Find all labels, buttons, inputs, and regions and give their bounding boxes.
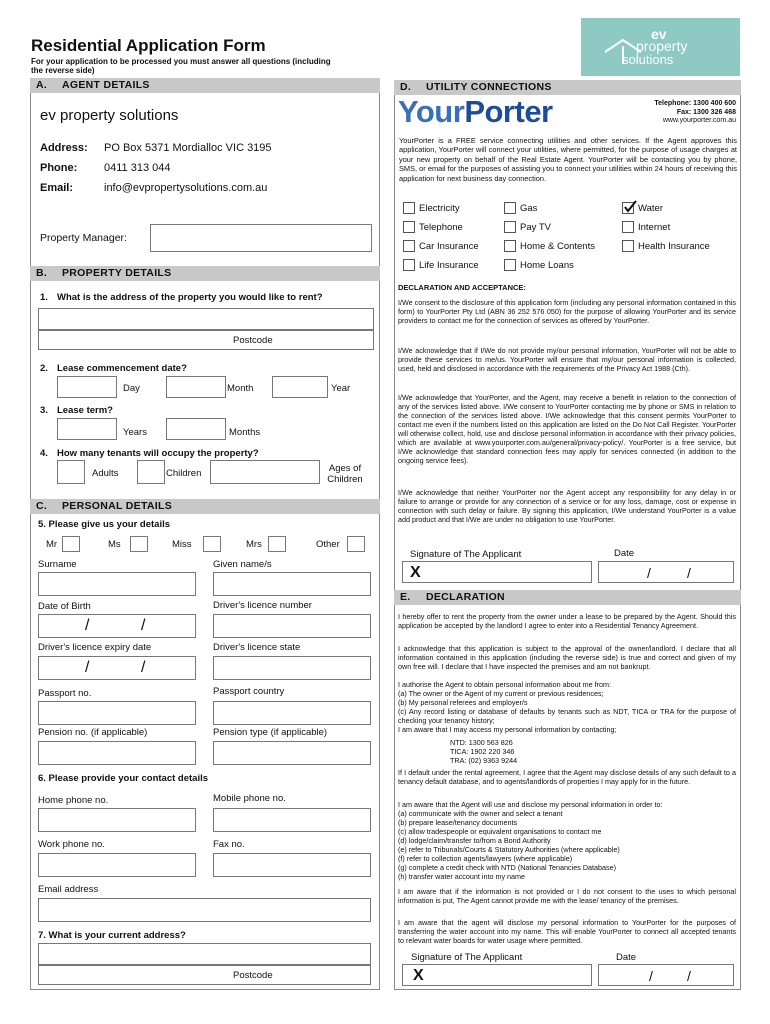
section-a-letter: A. <box>36 79 48 91</box>
date-label-e: Date <box>616 952 637 963</box>
agent-use-line: I am aware that the Agent will use and disclose my personal information in order to: <box>398 800 663 809</box>
title-ms-label: Ms <box>108 539 121 550</box>
q6-label: 6. Please provide your contact details <box>38 773 209 784</box>
surname-input[interactable] <box>38 572 196 596</box>
agent-use-line: (h) transfer water account into my name <box>398 872 526 881</box>
mobile-phone-label: Mobile phone no. <box>213 793 286 804</box>
licence-state-label: Driver's licence state <box>213 642 301 653</box>
lease-year-input[interactable] <box>272 376 328 398</box>
agent-use-line: (g) complete a credit check with NTD (National Tenancies Database) <box>398 863 616 872</box>
expiry-slash-1: / <box>85 659 90 676</box>
checkmark-icon <box>623 200 637 214</box>
property-manager-input[interactable] <box>150 224 372 252</box>
contact-tica: TICA: 1902 220 346 <box>450 747 515 756</box>
title-mrs-label: Mrs <box>246 539 262 550</box>
home-contents-checkbox[interactable] <box>504 240 516 252</box>
form-subtitle: For your application to be processed you must answer all questions (including the reverse side) <box>31 57 331 75</box>
water-label: Water <box>638 203 663 214</box>
email-label: Email: <box>40 182 74 194</box>
passport-number-input[interactable] <box>38 701 196 725</box>
signature-x-mark-d: X <box>410 564 421 581</box>
adults-label: Adults <box>92 468 119 479</box>
section-b-header <box>30 266 380 281</box>
property-postcode-label: Postcode <box>233 335 273 346</box>
consent-paragraph-3: I/We acknowledge that YourPorter, and the Agent, may receive a benefit in relation to the connection of any of the services listed above. I/We consent to YourPorter contacting me by phone or SMS in relation to the connection of the services listed above. I/We acknowledge that this consent permits YourPorter to contact me even if the numbers listed on this application are listed on the Do Not Call Register. YourPorter will otherwise collect, hold, use and disclose personal information in accordance with their privacy policies, which are available at www.yourporter.com.au/general/privacy-policy/. YourPorter is a free service, but I/We acknowledge that standard connection fees may apply for services connected (in addition to the ongoing service fees). <box>398 393 736 465</box>
signature-field-d[interactable] <box>402 561 592 583</box>
consent-paragraph-4: I/We acknowledge that neither YourPorter nor the Agent accept any responsibility for any delay in or failure to arrange or provide for any connection of a service or for any loss, damage, cost or expense in connection with such delay or failure. By signing this application, I/We understand YourPorter is a value add product and that I/We are under no obligation to use YourPorter. <box>398 488 736 524</box>
work-phone-input[interactable] <box>38 853 196 877</box>
telephone-checkbox[interactable] <box>403 221 415 233</box>
date-slash-e-2: / <box>687 968 691 984</box>
yourporter-fax: Fax: 1300 326 468 <box>676 108 736 116</box>
consent-paragraph-1: I/We consent to the disclosure of this application form (including any personal information contained in this form) to YourPorter Pty Ltd (ABN 36 252 576 050) for the purpose of allowing YourPorter and its service providers to contact me for the connection of services as offered by YourPorter. <box>398 298 736 325</box>
section-a-title: AGENT DETAILS <box>62 79 150 91</box>
lease-month-input[interactable] <box>166 376 226 398</box>
title-mr-label: Mr <box>46 539 58 550</box>
q4-number: 4. <box>40 448 48 459</box>
property-manager-label: Property Manager: <box>40 232 127 244</box>
agency-name: ev property solutions <box>40 107 179 124</box>
agent-use-line: (a) communicate with the owner and select a tenant <box>398 809 563 818</box>
address-label: Address: <box>40 142 88 154</box>
years-label: Years <box>123 427 147 438</box>
q2-number: 2. <box>40 363 48 374</box>
authorisation-line: (a) The owner or the Agent of my current or previous residences; <box>398 689 604 698</box>
section-e-letter: E. <box>400 591 411 603</box>
title-mrs-checkbox[interactable] <box>268 536 286 552</box>
email-address-label: Email address <box>38 884 99 895</box>
section-b-title: PROPERTY DETAILS <box>62 267 172 279</box>
q7-label: 7. What is your current address? <box>38 930 186 941</box>
title-mr-checkbox[interactable] <box>62 536 80 552</box>
passport-country-label: Passport country <box>213 686 285 697</box>
pay-tv-checkbox[interactable] <box>504 221 516 233</box>
yourporter-logo <box>398 94 553 130</box>
authorisation-line: (b) My personal referees and employer/s <box>398 698 528 707</box>
database-contacts <box>450 738 650 765</box>
mobile-phone-input[interactable] <box>213 808 371 832</box>
q3-number: 3. <box>40 405 48 416</box>
declaration-paragraph-1: I hereby offer to rent the property from the owner under a lease to be prepared by the Agent. Should this application be accepted by the landlord I agree to enter into a Residential Tenancy Agreement. <box>398 612 736 630</box>
pension-type-input[interactable] <box>213 741 371 765</box>
licence-number-label: Driver's licence number <box>213 600 312 611</box>
declaration-acceptance-heading: DECLARATION AND ACCEPTANCE: <box>398 283 526 292</box>
date-field-e[interactable] <box>598 964 734 986</box>
title-ms-checkbox[interactable] <box>130 536 148 552</box>
signature-label-d: Signature of The Applicant <box>410 549 522 560</box>
expiry-slash-2: / <box>141 659 146 676</box>
email-address-input[interactable] <box>38 898 371 922</box>
title-miss-checkbox[interactable] <box>203 536 221 552</box>
agent-use-line: (c) allow tradespeople or equivalent organisations to contact me <box>398 827 602 836</box>
lease-day-input[interactable] <box>57 376 117 398</box>
children-ages-input[interactable] <box>210 460 320 484</box>
date-field-d[interactable] <box>598 561 734 583</box>
lease-term-months-input[interactable] <box>166 418 226 440</box>
car-insurance-label: Car Insurance <box>419 241 479 252</box>
declaration-paragraph-2: I acknowledge that this application is subject to the approval of the owner/landlord. I declare that all information contained in this application (including the reverse side) is true and correct and given of my own free will. I declare that I have inspected the premises and am not bankrupt. <box>398 644 736 671</box>
licence-number-input[interactable] <box>213 614 371 638</box>
fax-label: Fax no. <box>213 839 245 850</box>
gas-checkbox[interactable] <box>504 202 516 214</box>
internet-checkbox[interactable] <box>622 221 634 233</box>
electricity-label: Electricity <box>419 203 460 214</box>
licence-state-input[interactable] <box>213 656 371 680</box>
yourporter-contact <box>600 100 736 126</box>
q1-label: What is the address of the property you would like to rent? <box>57 292 323 303</box>
contact-tra: TRA: (02) 9363 9244 <box>450 756 518 765</box>
signature-field-e[interactable] <box>402 964 592 986</box>
agent-use-line: (f) refer to collection agents/lawyers (where applicable) <box>398 854 573 863</box>
passport-number-label: Passport no. <box>38 688 92 699</box>
ages-label-line-2: Children <box>327 474 363 485</box>
logo-line-1: ev <box>651 26 667 42</box>
dob-input[interactable] <box>38 614 196 638</box>
section-c-letter: C. <box>36 500 48 512</box>
section-b-letter: B. <box>36 267 48 279</box>
year-label: Year <box>331 383 351 394</box>
title-miss-label: Miss <box>172 539 192 550</box>
given-names-input[interactable] <box>213 572 371 596</box>
date-label-d: Date <box>614 548 635 559</box>
company-logo <box>581 18 740 76</box>
q2-label: Lease commencement date? <box>57 363 187 374</box>
agent-use-line: (b) prepare lease/tenancy documents <box>398 818 518 827</box>
months-label: Months <box>229 427 261 438</box>
q3-label: Lease term? <box>57 405 113 416</box>
dob-label: Date of Birth <box>38 601 91 612</box>
email-value: info@evpropertysolutions.com.au <box>104 182 268 194</box>
q1-number: 1. <box>40 292 48 303</box>
yourporter-website: www.yourporter.com.au <box>662 117 736 124</box>
consent-paragraph-2: I/We acknowledge that if I/We do not provide my/our personal information, YourPorter will not be able to provide these services to me/us. YourPorter will ensure that my/our personal information is collected, used, held and disclosed in accordance with the requirements of the Privacy Act 1988 (Cth). <box>398 346 736 373</box>
current-address-input[interactable] <box>38 943 371 965</box>
section-c-title: PERSONAL DETAILS <box>62 500 173 512</box>
logo-line-3: solutions <box>622 52 674 67</box>
month-label: Month <box>227 383 254 394</box>
fax-input[interactable] <box>213 853 371 877</box>
lease-term-years-input[interactable] <box>57 418 117 440</box>
day-label: Day <box>123 383 140 394</box>
yourporter-logo-part-2: Porter <box>464 94 553 129</box>
life-insurance-label: Life Insurance <box>419 260 479 271</box>
authorisation-line: I am aware that I may access my personal information by contacting; <box>398 725 617 734</box>
declaration-paragraph-water: I am aware that the agent will disclose my personal information to YourPorter for the purposes of transferring the water account into my name. This will enable YourPorter to connect all accepted tenants to relevant water boards for water usage where permitted. <box>398 918 736 945</box>
life-insurance-checkbox[interactable] <box>403 259 415 271</box>
internet-label: Internet <box>638 222 671 233</box>
agent-use-line: (d) lodge/claim/transfer to/from a Bond Authority <box>398 836 551 845</box>
home-loans-label: Home Loans <box>520 260 574 271</box>
section-d-title: UTILITY CONNECTIONS <box>426 81 552 93</box>
gas-label: Gas <box>520 203 538 214</box>
section-d-header <box>394 80 741 95</box>
children-count-input[interactable] <box>137 460 165 484</box>
licence-expiry-input[interactable] <box>38 656 196 680</box>
surname-label: Surname <box>38 559 77 570</box>
health-insurance-label: Health Insurance <box>638 241 710 252</box>
dob-slash-1: / <box>85 617 90 634</box>
title-other-checkbox[interactable] <box>347 536 365 552</box>
property-address-input[interactable] <box>38 308 374 330</box>
telephone-label: Telephone <box>419 222 463 233</box>
pay-tv-label: Pay TV <box>520 222 551 233</box>
signature-x-mark-e: X <box>413 967 424 984</box>
q4-label: How many tenants will occupy the property? <box>57 448 259 459</box>
adults-count-input[interactable] <box>57 460 85 484</box>
date-slash-d-1: / <box>647 565 651 581</box>
signature-label-e: Signature of The Applicant <box>411 952 523 963</box>
contact-ntd: NTD: 1300 563 826 <box>450 738 513 747</box>
authorisation-list <box>398 680 736 734</box>
property-postcode-row[interactable] <box>38 330 374 350</box>
home-contents-label: Home & Contents <box>520 241 595 252</box>
section-a-header <box>30 78 380 93</box>
home-loans-checkbox[interactable] <box>504 259 516 271</box>
dob-slash-2: / <box>141 617 146 634</box>
home-phone-label: Home phone no. <box>38 795 109 806</box>
pension-number-input[interactable] <box>38 741 196 765</box>
health-insurance-checkbox[interactable] <box>622 240 634 252</box>
agent-use-line: (e) refer to Tribunals/Courts & Statutory Authorities (where applicable) <box>398 845 620 854</box>
declaration-paragraph-consent: I am aware that if the information is not provided or I do not consent to the uses to which personal information is put, The Agent cannot provide me with the lease/ tenancy of the premises. <box>398 887 736 905</box>
pension-type-label: Pension type (if applicable) <box>213 727 328 738</box>
current-postcode-label: Postcode <box>233 970 273 981</box>
form-title: Residential Application Form <box>31 36 266 55</box>
address-value: PO Box 5371 Mordialloc VIC 3195 <box>104 142 272 154</box>
ages-of-children-label <box>325 463 365 485</box>
current-postcode-row[interactable] <box>38 965 371 985</box>
title-other-label: Other <box>316 539 340 550</box>
authorisation-line: I authorise the Agent to obtain personal information about me from: <box>398 680 611 689</box>
yourporter-intro: YourPorter is a FREE service connecting utilities and other services. If the Agent approves this application, YourPorter will connect your utilities, where permitted, for the purpose of usage charges at your new property on behalf of the Real Estate Agent. YourPorter will be contacting you by phone, SMS, or email for the purposes of assisting you to connect your utilities within 24 hours of receiving this application for next business day connection. <box>399 136 737 183</box>
children-label: Children <box>166 468 202 479</box>
ages-label-line-1: Ages of <box>328 463 362 474</box>
work-phone-label: Work phone no. <box>38 839 105 850</box>
section-e-header <box>394 590 741 605</box>
logo-line-2: property <box>636 38 688 54</box>
electricity-checkbox[interactable] <box>403 202 415 214</box>
home-phone-input[interactable] <box>38 808 196 832</box>
date-slash-e-1: / <box>649 968 653 984</box>
passport-country-input[interactable] <box>213 701 371 725</box>
phone-value: 0411 313 044 <box>104 162 171 174</box>
given-names-label: Given name/s <box>213 559 272 570</box>
water-checkbox[interactable] <box>622 202 634 214</box>
car-insurance-checkbox[interactable] <box>403 240 415 252</box>
phone-label: Phone: <box>40 162 78 174</box>
declaration-paragraph-default: If I default under the rental agreement, I agree that the Agent may disclose details of any such default to a tenancy default database, and to agents/landlords of properties I may apply for in the future. <box>398 768 736 786</box>
date-slash-d-2: / <box>687 565 691 581</box>
yourporter-logo-part-1: Your <box>398 94 465 129</box>
pension-number-label: Pension no. (if applicable) <box>38 727 148 738</box>
authorisation-line: (c) Any record listing or database of defaults by tenants such as NDT, TICA or TRA for the purpose of checking your tenancy history; <box>398 707 736 725</box>
section-d-letter: D. <box>400 81 412 93</box>
section-e-title: DECLARATION <box>426 591 505 603</box>
yourporter-telephone: Telephone: 1300 400 600 <box>654 100 736 107</box>
q5-label: 5. Please give us your details <box>38 519 171 530</box>
licence-expiry-label: Driver's licence expiry date <box>38 642 152 653</box>
section-c-header <box>30 499 380 514</box>
agent-use-list <box>398 800 736 881</box>
